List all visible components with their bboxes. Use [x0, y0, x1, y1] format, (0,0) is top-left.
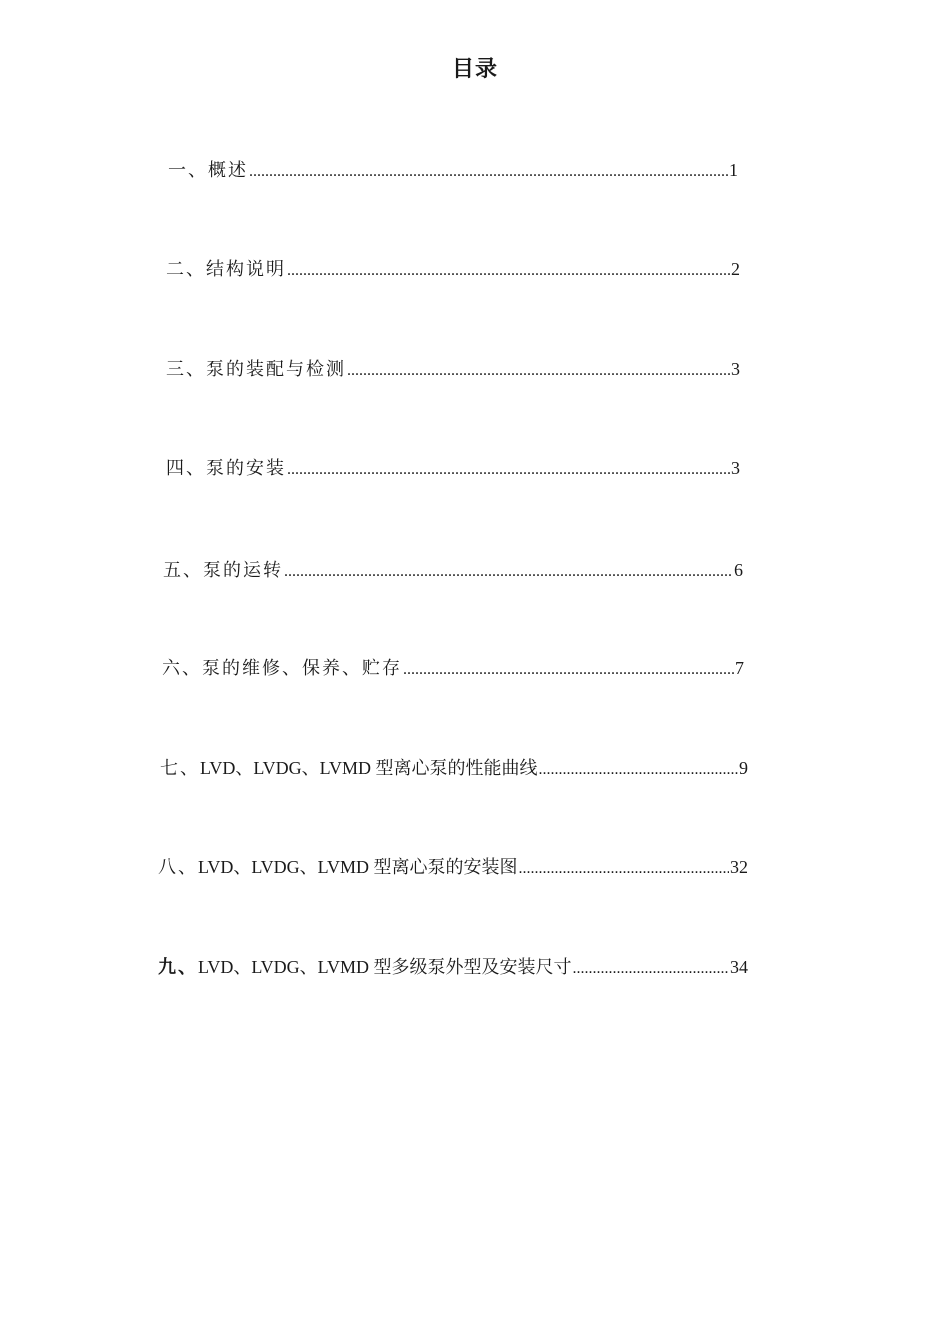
- toc-entry-2[interactable]: [166, 255, 740, 285]
- toc-entry-8[interactable]: [158, 853, 748, 883]
- toc-entry-1[interactable]: [168, 156, 738, 186]
- toc-title: 目录: [451, 57, 498, 82]
- toc-entry-label: [166, 455, 286, 483]
- toc-entry-text: 泵的运转: [203, 560, 283, 581]
- toc-entry-number: 一、: [168, 160, 208, 181]
- toc-entry-page: 2: [731, 259, 740, 279]
- toc-entry-page: 3: [731, 359, 740, 379]
- dot-leader: [519, 855, 729, 883]
- toc-entry-text: LVD、LVDG、LVMD 型多级泵外型及安装尺寸: [198, 957, 572, 977]
- dot-leader: [573, 955, 729, 983]
- toc-entry-page: 32: [730, 857, 748, 877]
- dot-leader: [284, 558, 733, 586]
- toc-entry-label: [158, 853, 518, 882]
- toc-entry-label: [163, 557, 283, 585]
- toc-entry-number: 七、: [160, 758, 200, 779]
- toc-entry-7[interactable]: [160, 754, 748, 784]
- toc-entry-number: 三、: [166, 359, 206, 380]
- dot-leader: [249, 158, 728, 186]
- toc-entry-6[interactable]: [162, 654, 744, 684]
- toc-entry-number: 六、: [162, 658, 202, 679]
- toc-entry-page: 3: [731, 458, 740, 478]
- toc-entry-label: [168, 157, 248, 185]
- toc-entry-5[interactable]: [163, 556, 743, 586]
- toc-entry-number: 九、: [158, 957, 198, 978]
- dot-leader: [403, 656, 734, 684]
- toc-entry-3[interactable]: [166, 355, 740, 385]
- toc-entry-label: [166, 356, 346, 384]
- dot-leader: [287, 456, 730, 484]
- dot-leader: [347, 357, 730, 385]
- toc-entry-page: 7: [735, 658, 744, 678]
- toc-entry-label: [166, 256, 286, 284]
- toc-entry-number: 二、: [166, 259, 206, 280]
- toc-entry-9[interactable]: [158, 953, 748, 983]
- toc-entry-page: 1: [729, 160, 738, 180]
- toc-entry-text: LVD、LVDG、LVMD 型离心泵的性能曲线: [200, 758, 538, 778]
- toc-entry-text: 概述: [208, 160, 248, 181]
- toc-entry-text: LVD、LVDG、LVMD 型离心泵的安装图: [198, 857, 518, 877]
- toc-entry-text: 泵的安装: [206, 458, 286, 479]
- toc-entry-label: [162, 655, 402, 683]
- toc-entry-text: 泵的维修、保养、贮存: [202, 658, 402, 679]
- toc-entry-page: 9: [739, 758, 748, 778]
- dot-leader: [287, 257, 730, 285]
- toc-entry-page: 6: [734, 560, 743, 580]
- toc-entry-number: 五、: [163, 560, 203, 581]
- toc-entry-page: 34: [730, 957, 748, 977]
- toc-entry-4[interactable]: [166, 454, 740, 484]
- dot-leader: [539, 756, 738, 784]
- toc-entry-number: 四、: [166, 458, 206, 479]
- toc-entry-text: 泵的装配与检测: [206, 359, 346, 380]
- toc-entry-label: [158, 953, 572, 982]
- toc-entry-number: 八、: [158, 857, 198, 878]
- toc-entry-text: 结构说明: [206, 259, 286, 280]
- toc-entry-label: [160, 754, 538, 783]
